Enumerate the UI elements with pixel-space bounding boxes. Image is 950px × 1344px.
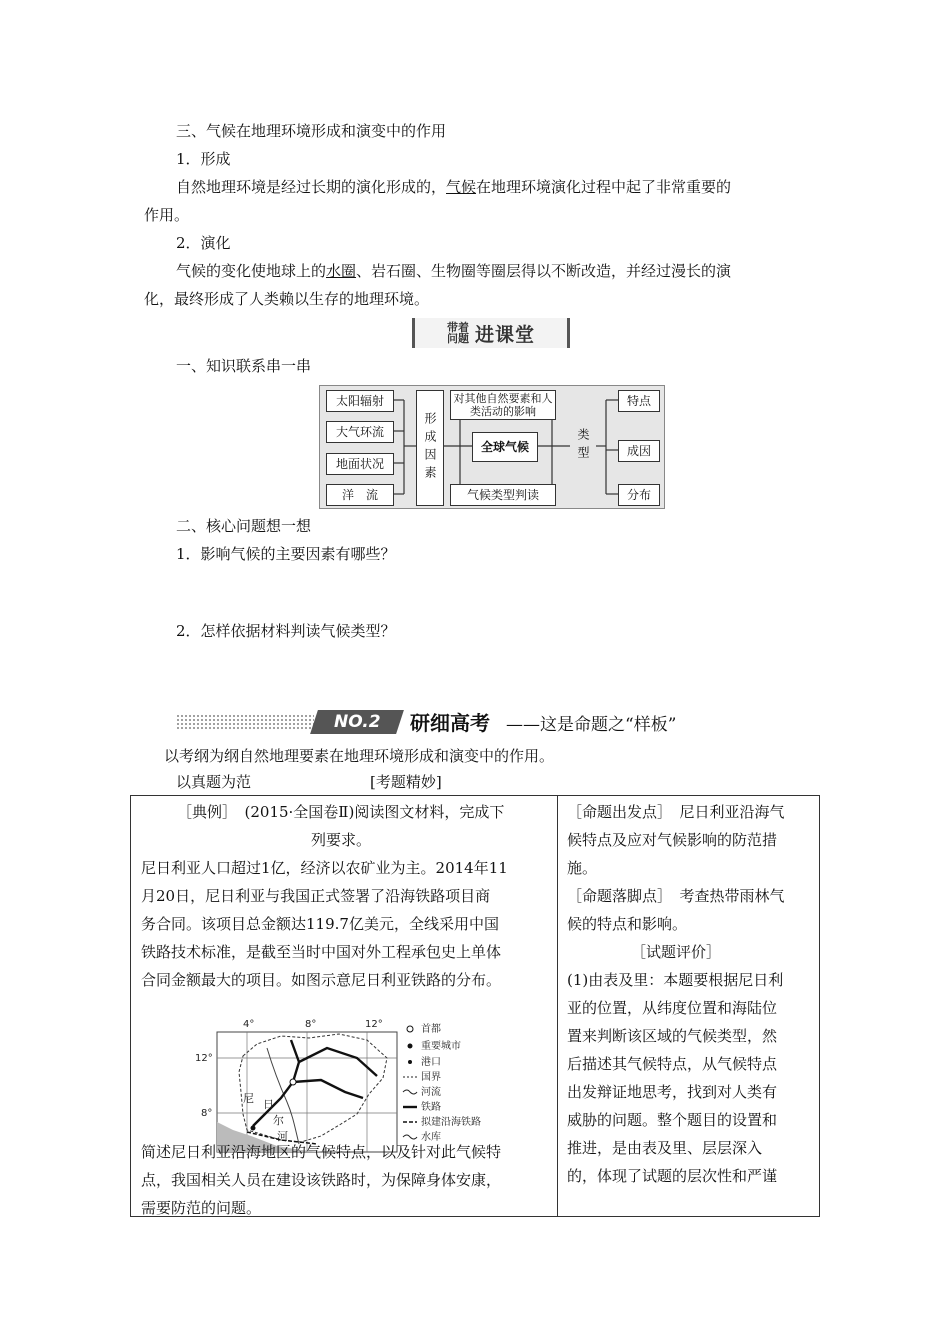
legend-city: 重要城市: [421, 1041, 461, 1052]
example-title: ［典例］ (2015·全国卷Ⅱ)阅读图文材料，完成下: [177, 803, 505, 821]
material-line: 合同金额最大的项目。如图示意尼日利亚铁路的分布。: [141, 971, 502, 989]
section-heading: 三、气候在地理环境形成和演变中的作用: [176, 122, 447, 140]
analysis-line: ［命题落脚点］ 考查热带雨林气: [567, 887, 785, 905]
analysis-line: 候的特点和影响。: [567, 915, 688, 933]
intro-right: [考题精妙]: [370, 773, 442, 791]
section-banner-exam: [176, 705, 776, 739]
analysis-line: ［命题出发点］ 尼日利亚沿海气: [567, 803, 785, 821]
legend-border: 国界: [421, 1072, 441, 1083]
intro-left: 以真题为范: [176, 773, 252, 791]
lat-label: 8°: [201, 1108, 213, 1119]
river-char: 尔: [273, 1114, 284, 1127]
factor-surface-condition: 地面状况: [326, 453, 394, 475]
item1-text: 自然地理环境是经过长期的演化形成的，气候在地理环境演化过程中起了非常重要的: [176, 178, 732, 196]
item1-title: 1．形成: [176, 150, 231, 168]
influence-box: 对其他自然要素和人类活动的影响: [450, 390, 556, 420]
analysis-line: 候特点及应对气候影响的防范措: [567, 831, 778, 849]
example-title-cont: 列要求。: [311, 831, 372, 849]
legend-river: 河流: [421, 1087, 441, 1098]
analysis-line: 出发辩证地思考，找到对人类有: [567, 1083, 778, 1101]
lon-label: 12°: [365, 1019, 383, 1030]
banner-title: 研细高考: [410, 711, 490, 735]
legend-capital: 首都: [421, 1024, 441, 1035]
section-banner-classroom: [412, 318, 570, 348]
analysis-line: 威胁的问题。整个题目的设置和: [567, 1111, 778, 1129]
exam-table: [130, 795, 820, 1217]
lat-label: 12°: [195, 1053, 213, 1064]
factor-ocean-current: 洋 流: [326, 484, 394, 506]
legend-port: 港口: [421, 1057, 441, 1068]
climate-type-judge-box: 气候类型判读: [450, 484, 556, 506]
question-line: 需要防范的问题。: [141, 1199, 262, 1217]
legend-reservoir: 水库: [421, 1132, 441, 1143]
analysis-line: 推进，是由表及里、层层深入: [567, 1139, 763, 1157]
material-line: 尼日利亚人口超过1亿，经济以农矿业为主。2014年11: [141, 859, 508, 877]
analysis-heading: ［试题评价］: [631, 943, 722, 961]
core-question-1: 1．影响气候的主要因素有哪些？: [176, 545, 396, 563]
global-climate-box: 全球气候: [472, 432, 538, 462]
material-line: 务合同。该项目总金额达119.7亿美元，全线采用中国: [141, 915, 499, 933]
river-char: 河: [277, 1130, 288, 1143]
question-line: 点，我国相关人员在建设该铁路时，为保障身体安康，: [141, 1171, 502, 1189]
material-line: 月20日，尼日利亚与我国正式签署了沿海铁路项目商: [141, 887, 491, 905]
factor-atmospheric-circulation: 大气环流: [326, 421, 394, 443]
banner-subtitle: ——这是命题之“样板”: [506, 715, 677, 735]
intro-line: 以考纲为纲自然地理要素在地理环境形成和演变中的作用。: [164, 747, 555, 765]
knowledge-diagram: [319, 385, 665, 509]
banner-small-text: 带着 问题: [446, 321, 469, 345]
river-char: 尼: [243, 1092, 254, 1105]
item1-text-end: 作用。: [144, 206, 190, 224]
underlined-term: 水圈: [326, 262, 357, 280]
core-heading: 二、核心问题想一想: [176, 517, 312, 535]
factor-solar-radiation: 太阳辐射: [326, 390, 394, 412]
aspect-features: 特点: [618, 390, 660, 412]
dotted-bar: [176, 714, 314, 730]
legend-planned-railway: 拟建沿海铁路: [421, 1117, 481, 1128]
analysis-line: (1)由表及里：本题要根据尼日利: [567, 971, 784, 989]
knowledge-heading: 一、知识联系串一串: [176, 357, 312, 375]
analysis-line: 后描述其气候特点，从气候特点: [567, 1055, 778, 1073]
core-question-2: 2．怎样依据材料判读气候类型？: [176, 622, 396, 640]
aspect-distribution: 分布: [618, 484, 660, 506]
legend-railway: 铁路: [421, 1102, 441, 1113]
type-label: 类型: [576, 428, 590, 464]
underlined-term: 气候: [446, 178, 477, 196]
question-line: 简述尼日利亚沿海地区的气候特点，以及针对此气候特: [141, 1143, 502, 1161]
item2-title: 2．演化: [176, 234, 231, 252]
material-line: 铁路技术标准，是截至当时中国对外工程承包史上单体: [141, 943, 502, 961]
item2-text-end: 化，最终形成了人类赖以生存的地理环境。: [144, 290, 430, 308]
aspect-causes: 成因: [618, 440, 660, 462]
lon-label: 8°: [305, 1019, 317, 1030]
analysis-line: 置来判断该区域的气候类型，然: [567, 1027, 778, 1045]
lon-label: 4°: [243, 1019, 255, 1030]
formation-factors-label: 形成因素: [416, 390, 444, 506]
table-divider: [557, 796, 558, 1216]
analysis-line: 亚的位置，从纬度位置和海陆位: [567, 999, 778, 1017]
analysis-line: 施。: [567, 859, 598, 877]
river-char: 日: [263, 1098, 274, 1111]
item2-text: 气候的变化使地球上的水圈、岩石圈、生物圈等圈层得以不断改造，并经过漫长的演: [176, 262, 732, 280]
analysis-line: 的，体现了试题的层次性和严谨: [567, 1167, 778, 1185]
no2-badge: NO.2: [310, 710, 404, 734]
banner-big-text: 进课堂: [474, 323, 535, 346]
